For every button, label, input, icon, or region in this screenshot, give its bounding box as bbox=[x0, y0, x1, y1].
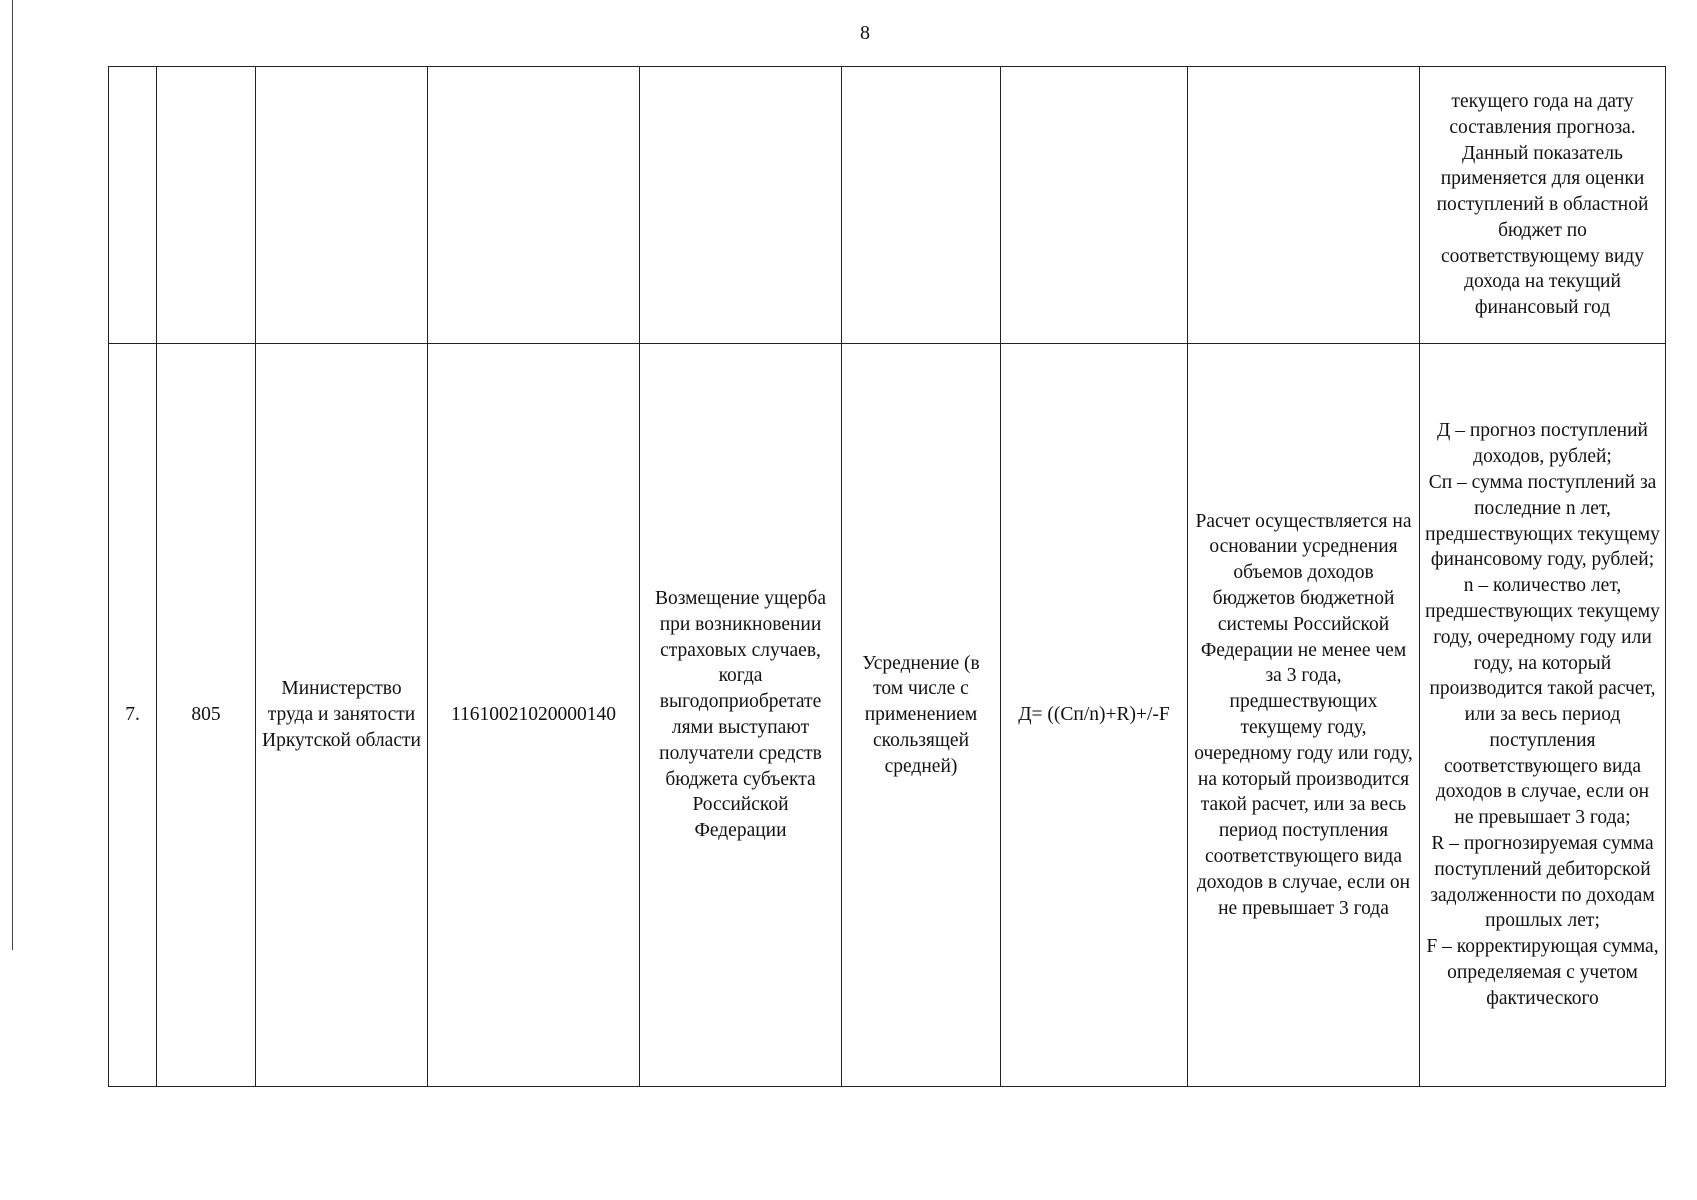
cell-empty bbox=[1001, 67, 1188, 344]
cell-empty bbox=[1188, 67, 1420, 344]
notes-line: n – количество лет, предшествующих текущему году, очередному году или году, на который производится такой расчет, или за весь период поступления соответствующего вида доходов в случае, если он не превышает 3 года; bbox=[1425, 575, 1660, 829]
table-row-continuation bbox=[109, 67, 1666, 344]
cell-method: Усреднение (в том числе с применением скользящей средней) bbox=[842, 344, 1001, 1087]
cell-empty bbox=[842, 67, 1001, 344]
notes-line: Д – прогноз поступлений доходов, рублей; bbox=[1437, 420, 1648, 468]
cell-empty bbox=[157, 67, 256, 344]
page-number: 8 bbox=[860, 22, 870, 44]
cell-income-name: Возмещение ущерба при возникновении страховых случаев, когда выгодоприобретате лями выступают получатели средств бюджета субъекта Российской Федерации bbox=[640, 344, 842, 1087]
cell-empty bbox=[428, 67, 640, 344]
cell-admin-code: 805 bbox=[157, 344, 256, 1087]
cell-empty bbox=[256, 67, 428, 344]
cell-algorithm: Расчет осуществляется на основании усреднения объемов доходов бюджетов бюджетной системы Российской Федерации не менее чем за 3 года, предшествующих текущему году, очередному году или году, на который производится такой расчет, или за весь период поступления соответствующего вида доходов в случае, если он не превышает 3 года bbox=[1188, 344, 1420, 1087]
cell-row-number: 7. bbox=[109, 344, 157, 1087]
cell-notes bbox=[1420, 344, 1666, 1087]
scan-edge-line bbox=[12, 0, 13, 950]
cell-formula: Д= ((Сп/n)+R)+/-F bbox=[1001, 344, 1188, 1087]
cell-empty bbox=[640, 67, 842, 344]
cell-administrator: Министерство труда и занятости Иркутской области bbox=[256, 344, 428, 1087]
notes-line: R – прогнозируемая сумма поступлений дебиторской задолженности по доходам прошлых лет; bbox=[1430, 833, 1655, 932]
methodology-table bbox=[108, 66, 1666, 1087]
cell-empty bbox=[109, 67, 157, 344]
cell-notes-continued: текущего года на дату составления прогноза. Данный показатель применяется для оценки поступлений в областной бюджет по соответствующему виду дохода на текущий финансовый год bbox=[1420, 67, 1666, 344]
notes-line: F – корректирующая сумма, определяемая с учетом фактического bbox=[1426, 936, 1659, 1009]
notes-line: Сп – сумма поступлений за последние n лет, предшествующих текущему финансовому году, рублей; bbox=[1425, 471, 1660, 571]
cell-kbk-code: 11610021020000140 bbox=[428, 344, 640, 1087]
table-row-7 bbox=[109, 344, 1666, 1087]
